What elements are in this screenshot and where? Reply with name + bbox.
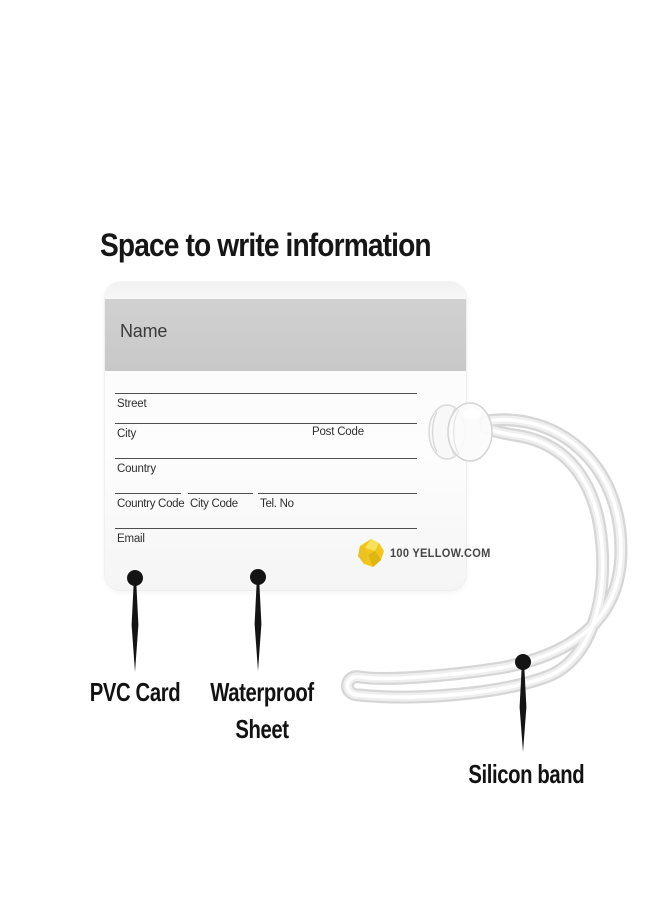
country-field-label: Country	[117, 463, 156, 475]
pointer-pin-waterproof-sheet-icon	[250, 569, 266, 671]
waterproof-text: Waterproof	[210, 677, 314, 707]
annotation-label-pvc-card	[88, 674, 182, 711]
annotation-label-waterproof-sheet	[207, 674, 316, 748]
name-field-label: Name	[120, 321, 168, 341]
city-field-label: City	[117, 428, 137, 440]
silicon-band-text: Silicon band	[468, 759, 585, 789]
sheet-text: Sheet	[235, 714, 289, 744]
post-code-field-label: Post Code	[312, 426, 364, 438]
city-code-field-label: City Code	[190, 498, 238, 510]
page-title: Space to write information	[100, 227, 431, 263]
pvc-card-text: PVC Card	[89, 677, 181, 707]
tel-no-field-label: Tel. No	[260, 498, 294, 510]
annotation-label-silicon-band	[468, 756, 585, 793]
silicon-band-strap	[347, 420, 621, 697]
country-code-field-label: Country Code	[117, 498, 185, 510]
street-field-label: Street	[117, 398, 147, 410]
brand-text: 100 YELLOW.COM	[390, 546, 491, 560]
tag-grommet	[429, 403, 492, 461]
email-field-label: Email	[117, 533, 145, 545]
pointer-pin-pvc-card-icon	[127, 570, 143, 672]
